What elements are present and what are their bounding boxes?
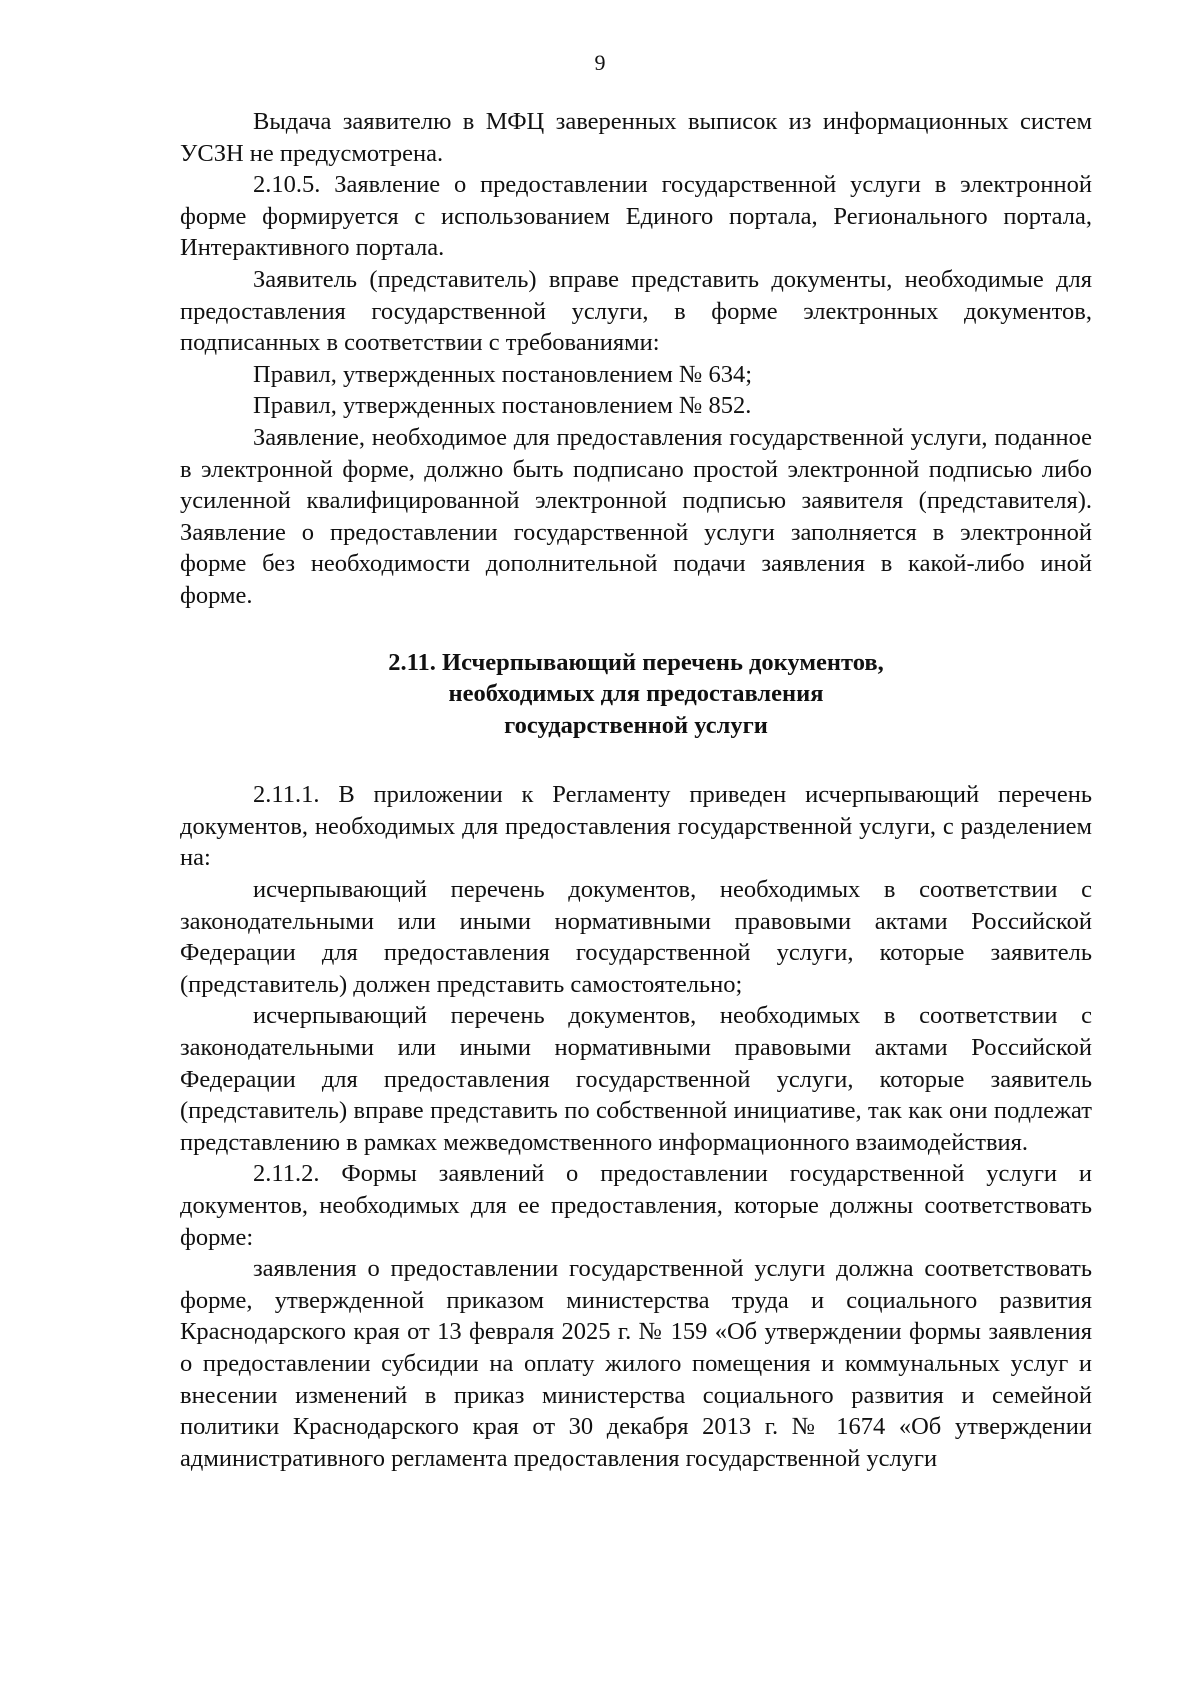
paragraph: 2.11.1. В приложении к Регламенту приведен исчерпывающий перечень документов, необходимых для предоставления государственной услуги, с разделением на: [180,781,1092,872]
section-heading [180,647,1092,742]
paragraph: исчерпывающий перечень документов, необходимых в соответствии с законодательными или иными нормативными правовыми актами Российской Федерации для предоставления государственной услуги, которые заявитель (представитель) вправе представить по собственной инициативе, так как они подлежат представлению в рамках межведомственного информационного взаимодействия. [180,1002,1092,1156]
document-body [180,106,1092,1474]
paragraph: исчерпывающий перечень документов, необходимых в соответствии с законодательными или иными нормативными правовыми актами Российской Федерации для предоставления государственной услуги, которые заявитель (представитель) должен представить самостоятельно; [180,876,1092,998]
section-heading-line: 2.11. Исчерпывающий перечень документов, [388,648,884,676]
paragraph: Заявитель (представитель) вправе представить документы, необходимые для предоставления государственной услуги, в форме электронных документов, подписанных в соответствии с требованиями: [180,265,1092,357]
paragraph: Заявление, необходимое для предоставления государственной услуги, поданное в электронной форме, должно быть подписано простой электронной подписью либо усиленной квалифицированной электронной подписью заявителя (представителя). Заявление о предоставлении государственной услуги заполняется в электронной форме без необходимости дополнительной подачи заявления в какой-либо иной форме. [180,423,1092,609]
paragraph: Правил, утвержденных постановлением № 634; [253,360,753,388]
section-heading-line: государственной услуги [504,711,768,739]
paragraph: Правил, утвержденных постановлением № 852. [253,392,752,420]
section-heading-line: необходимых для предоставления [448,680,824,708]
paragraph: Выдача заявителю в МФЦ заверенных выписок из информационных систем УСЗН не предусмотрена. [180,108,1092,167]
paragraph: заявления о предоставлении государственной услуги должна соответствовать форме, утвержденной приказом министерства труда и социального развития Краснодарского края от 13 февраля 2025 г. № 159 «Об утверждении формы заявления о предоставлении субсидии на оплату жилого помещения и коммунальных услуг и внесении изменений в приказ министерства социального развития и семейной политики Краснодарского края от 30 декабря 2013 г. № 1674 «Об утверждении административного регламента предоставления государственной услуги [180,1255,1092,1472]
paragraph: 2.10.5. Заявление о предоставлении государственной услуги в электронной форме формируется с использованием Единого портала, Регионального портала, Интерактивного портала. [180,171,1092,262]
page-number: 9 [594,50,606,75]
paragraph: 2.11.2. Формы заявлений о предоставлении государственной услуги и документов, необходимых для ее предоставления, которые должны соответствовать форме: [180,1160,1092,1251]
